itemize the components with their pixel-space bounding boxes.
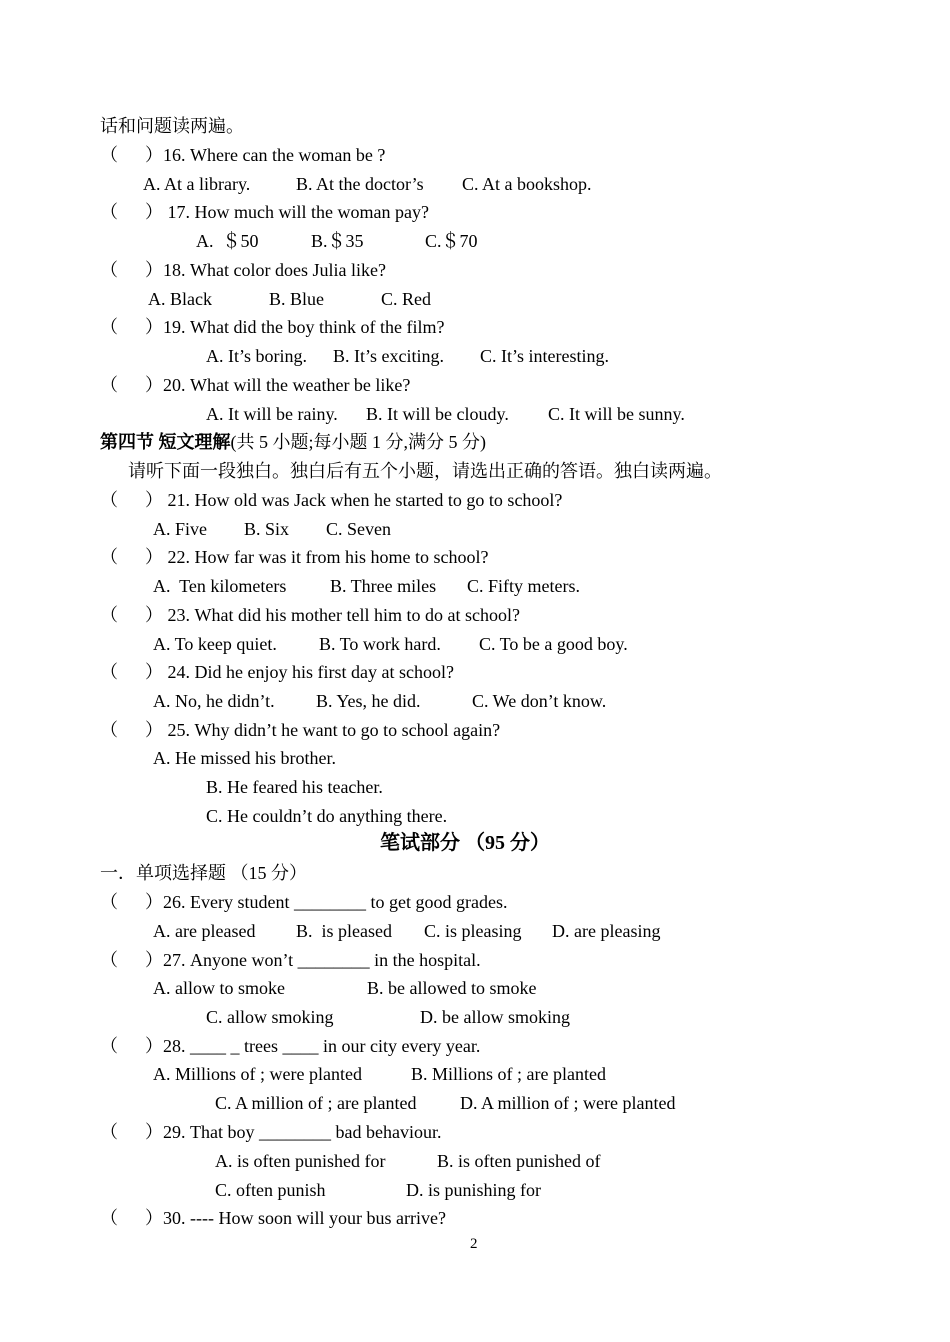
option-18c: C. Red bbox=[381, 289, 432, 309]
option-21c: C. Seven bbox=[326, 519, 391, 539]
question-17: （ ） 17. How much will the woman pay? bbox=[100, 202, 429, 222]
option-22c: C. Fifty meters. bbox=[467, 576, 580, 596]
question-19: （ ）19. What did the boy think of the film? bbox=[100, 317, 445, 337]
question-24: （ ） 24. Did he enjoy his first day at school? bbox=[100, 662, 454, 682]
question-16: （ ）16. Where can the woman be ? bbox=[100, 145, 386, 165]
option-22a: A. Ten kilometers bbox=[153, 576, 287, 596]
option-25b: B. He feared his teacher. bbox=[206, 777, 383, 797]
option-25c: C. He couldn’t do anything there. bbox=[206, 806, 448, 826]
option-27c: C. allow smoking bbox=[206, 1007, 334, 1027]
option-29c: C. often punish bbox=[215, 1180, 326, 1200]
question-18: （ ）18. What color does Julia like? bbox=[100, 260, 386, 280]
option-26c: C. is pleasing bbox=[424, 921, 522, 941]
option-16b: B. At the doctor’s bbox=[296, 174, 424, 194]
question-22: （ ） 22. How far was it from his home to school? bbox=[100, 547, 489, 567]
question-29: （ ）29. That boy ________ bad behaviour. bbox=[100, 1122, 442, 1142]
option-19c: C. It’s interesting. bbox=[480, 346, 609, 366]
question-20: （ ）20. What will the weather be like? bbox=[100, 375, 411, 395]
option-29b: B. is often punished of bbox=[437, 1151, 601, 1171]
section4-instruction: 请听下面一段独白。独白后有五个小题，请选出正确的答语。独白读两遍。 bbox=[128, 461, 722, 481]
option-27b: B. be allowed to smoke bbox=[367, 978, 537, 998]
section4-note: (共 5 小题;每小题 1 分,满分 5 分) bbox=[230, 432, 486, 452]
question-25: （ ） 25. Why didn’t he want to go to school again? bbox=[100, 720, 501, 740]
option-17c: C.＄70 bbox=[425, 231, 478, 251]
option-26d: D. are pleasing bbox=[552, 921, 661, 941]
option-20a: A. It will be rainy. bbox=[206, 404, 338, 424]
option-18b: B. Blue bbox=[269, 289, 325, 309]
option-22b: B. Three miles bbox=[330, 576, 437, 596]
option-20c: C. It will be sunny. bbox=[548, 404, 685, 424]
option-20b: B. It will be cloudy. bbox=[366, 404, 509, 424]
option-28b: B. Millions of ; are planted bbox=[411, 1064, 606, 1084]
option-27d: D. be allow smoking bbox=[420, 1007, 570, 1027]
option-21a: A. Five bbox=[153, 519, 207, 539]
written-part-title: 笔试部分 （95 分） bbox=[380, 832, 550, 854]
option-28c: C. A million of ; are planted bbox=[215, 1093, 417, 1113]
option-25a: A. He missed his brother. bbox=[153, 748, 336, 768]
question-28: （ ）28. ____ _ trees ____ in our city every year. bbox=[100, 1036, 481, 1056]
option-29d: D. is punishing for bbox=[406, 1180, 541, 1200]
option-16c: C. At a bookshop. bbox=[462, 174, 592, 194]
option-18a: A. Black bbox=[148, 289, 212, 309]
option-19a: A. It’s boring. bbox=[206, 346, 307, 366]
question-27: （ ）27. Anyone won’t ________ in the hospital. bbox=[100, 950, 481, 970]
option-17a: A. ＄50 bbox=[196, 231, 259, 251]
option-23b: B. To work hard. bbox=[319, 634, 441, 654]
option-16a: A. At a library. bbox=[143, 174, 251, 194]
option-21b: B. Six bbox=[244, 519, 290, 539]
option-23a: A. To keep quiet. bbox=[153, 634, 277, 654]
option-24c: C. We don’t know. bbox=[472, 691, 607, 711]
part1-heading: 一．单项选择题 （15 分） bbox=[100, 863, 307, 883]
option-28a: A. Millions of ; were planted bbox=[153, 1064, 362, 1084]
option-17b: B.＄35 bbox=[311, 231, 364, 251]
option-23c: C. To be a good boy. bbox=[479, 634, 628, 654]
option-26b: B. is pleased bbox=[296, 921, 392, 941]
option-27a: A. allow to smoke bbox=[153, 978, 285, 998]
option-19b: B. It’s exciting. bbox=[333, 346, 444, 366]
option-24b: B. Yes, he did. bbox=[316, 691, 421, 711]
option-24a: A. No, he didn’t. bbox=[153, 691, 275, 711]
question-26: （ ）26. Every student ________ to get good grades. bbox=[100, 892, 508, 912]
question-23: （ ） 23. What did his mother tell him to do at school? bbox=[100, 605, 520, 625]
option-26a: A. are pleased bbox=[153, 921, 256, 941]
intro-tail: 话和问题读两遍。 bbox=[100, 116, 244, 136]
section4-heading bbox=[100, 431, 486, 453]
page-number: 2 bbox=[470, 1236, 478, 1252]
option-29a: A. is often punished for bbox=[215, 1151, 386, 1171]
question-21: （ ） 21. How old was Jack when he started to go to school? bbox=[100, 490, 563, 510]
option-28d: D. A million of ; were planted bbox=[460, 1093, 676, 1113]
section4-title: 第四节 短文理解 bbox=[100, 432, 231, 452]
question-30: （ ）30. ---- How soon will your bus arrive? bbox=[100, 1208, 446, 1228]
